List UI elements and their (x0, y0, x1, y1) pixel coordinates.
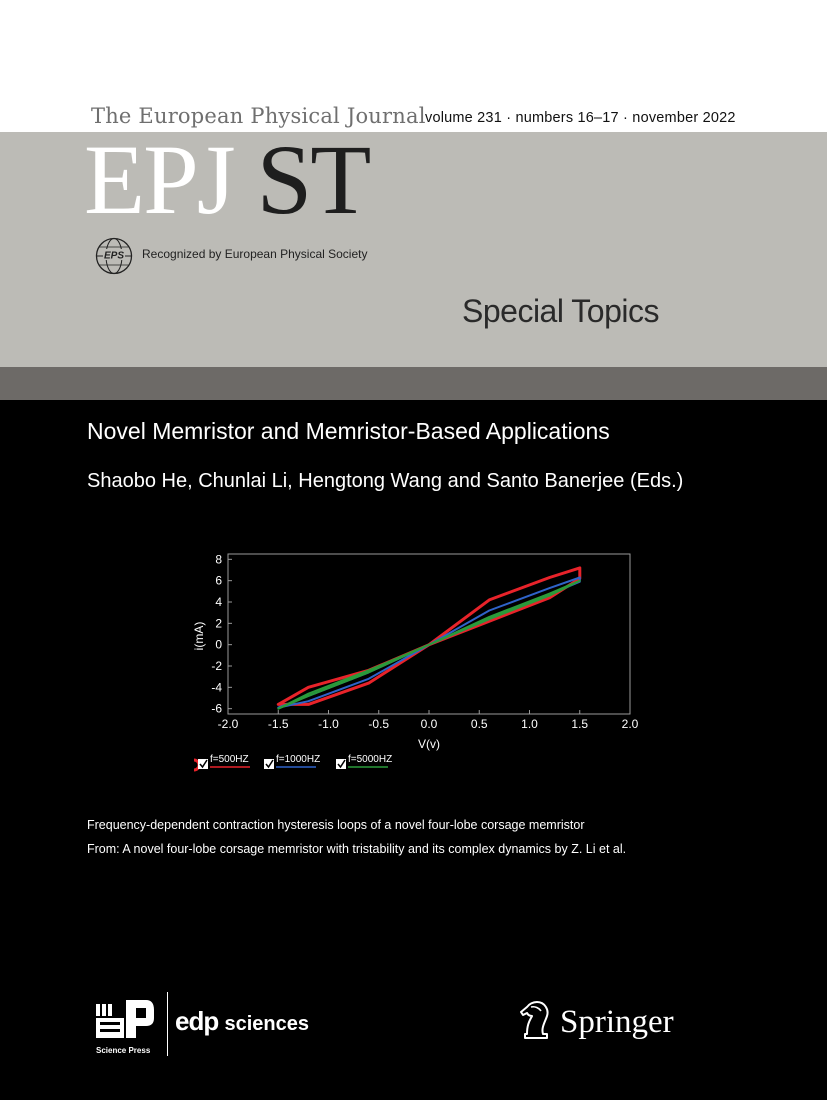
y-tick-label: -6 (211, 701, 222, 716)
y-tick-label: 0 (215, 637, 222, 652)
edp-sciences-logo (175, 1006, 309, 1037)
x-tick-label: 2.0 (621, 717, 639, 731)
edp-logo-sciences: sciences (224, 1013, 309, 1035)
series-name: Special Topics (462, 293, 659, 329)
science-press-label: Science Press (96, 1046, 151, 1055)
hysteresis-chart (190, 548, 640, 778)
journal-brand (84, 124, 370, 235)
springer-horse-icon (517, 998, 553, 1040)
x-tick-label: 0.0 (420, 717, 438, 731)
issue-editors: Shaobo He, Chunlai Li, Hengtong Wang and Santo Banerjee (Eds.) (87, 470, 684, 492)
issue-title: Novel Memristor and Memristor-Based Applications (87, 418, 610, 444)
figure-source: From: A novel four-lobe corsage memristor with tristability and its complex dynamics by Z. Li et al. (87, 842, 627, 856)
x-tick-label: -2.0 (217, 717, 239, 731)
y-tick-label: 8 (215, 552, 222, 567)
x-tick-label: -0.5 (368, 717, 390, 731)
eps-recognition: Recognized by European Physical Society (142, 247, 368, 261)
legend-label: f=500HZ (210, 754, 249, 765)
masthead-dark-band (0, 367, 827, 400)
plot-frame (228, 554, 630, 714)
journal-name: The European Physical Journal (91, 104, 426, 128)
y-axis-label: i(mA) (192, 621, 206, 651)
publisher-logo-divider (167, 992, 168, 1056)
y-tick-label: 6 (215, 573, 222, 588)
x-axis-label: V(v) (418, 737, 440, 751)
series-loop-3 (278, 581, 580, 709)
x-tick-label: 1.5 (571, 717, 589, 731)
edp-logo-main: edp (175, 1006, 219, 1036)
eps-logo-text: EPS (103, 250, 125, 262)
x-tick-label: 0.5 (470, 717, 488, 731)
y-tick-label: 4 (215, 595, 222, 609)
eps-globe-icon (95, 237, 133, 275)
x-tick-label: -1.0 (318, 717, 339, 731)
legend-label: f=5000HZ (348, 754, 393, 765)
figure-caption: Frequency-dependent contraction hysteresis loops of a novel four-lobe corsage memristor (87, 818, 585, 832)
springer-logo-text: Springer (560, 1004, 674, 1040)
x-tick-label: -1.5 (267, 717, 289, 731)
brand-st: ST (256, 124, 370, 235)
y-tick-label: -4 (211, 680, 222, 695)
issue-info: volume 231 · numbers 16–17 · november 2022 (425, 110, 736, 126)
x-tick-label: 1.0 (521, 717, 538, 731)
series-loop-1 (278, 568, 580, 705)
legend-label: f=1000HZ (276, 754, 321, 765)
brand-epj: EPJ (84, 124, 234, 235)
y-tick-label: 2 (215, 616, 222, 631)
y-tick-label: -2 (211, 659, 222, 673)
